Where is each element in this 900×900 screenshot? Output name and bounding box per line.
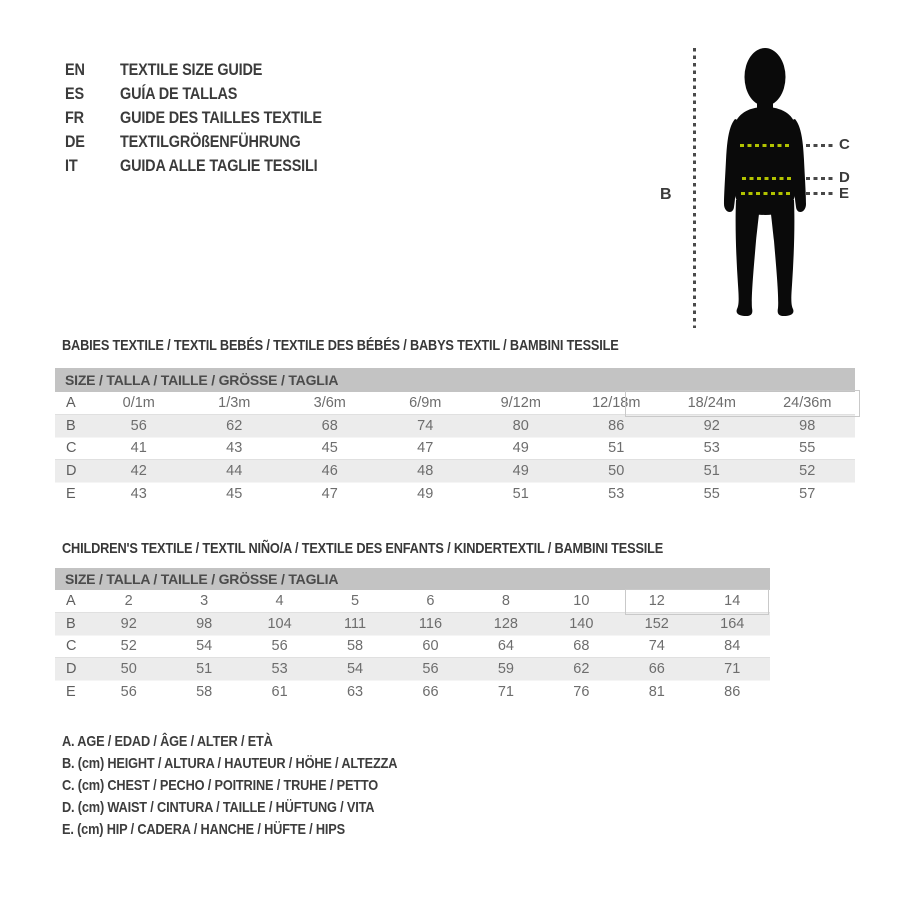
row-label: B: [66, 417, 76, 434]
table-row: [55, 415, 855, 438]
table-cell: 98: [196, 615, 213, 632]
table-row: [55, 635, 770, 658]
table-cell: 58: [346, 638, 364, 655]
table-cell: 42: [130, 462, 147, 479]
table-cell: 92: [703, 417, 720, 434]
language-row-en: [65, 58, 357, 82]
table-cell: 55: [799, 440, 816, 457]
table-cell: 6/9m: [409, 395, 442, 411]
guide-title-fr: GUIDE DES TAILLES TEXTILE: [120, 108, 322, 127]
table-cell: 104: [267, 615, 292, 632]
table-cell: 98: [799, 417, 816, 434]
guide-title-es: GUÍA DE TALLAS: [120, 84, 238, 103]
row-label: B: [66, 615, 76, 632]
legend-age: A. AGE / EDAD / ÂGE / ALTER / ETÀ: [62, 733, 273, 750]
table-cell: 5: [350, 593, 360, 609]
table-cell: 60: [422, 638, 439, 655]
table-cell: 52: [799, 462, 816, 479]
table-cell: 2: [124, 593, 133, 609]
waist-label: D: [839, 169, 850, 186]
row-label: E: [66, 683, 76, 700]
table-cell: 43: [130, 485, 147, 502]
table-cell: 3: [200, 593, 209, 609]
table-row: [55, 680, 770, 703]
language-code: EN: [65, 60, 85, 79]
language-code: IT: [65, 156, 78, 175]
table-cell: 164: [720, 615, 745, 632]
table-cell: 74: [417, 417, 434, 434]
table-cell: 64: [497, 638, 514, 655]
table-cell: 14: [724, 593, 741, 609]
table-cell: 0/1m: [122, 395, 155, 411]
table-cell: 62: [573, 660, 590, 677]
measurement-legend: [62, 731, 456, 841]
children-highlight-box: [625, 589, 769, 615]
table-cell: 18/24m: [687, 395, 736, 411]
table-cell: 86: [724, 683, 741, 700]
language-list: [65, 58, 357, 178]
table-cell: 9/12m: [500, 395, 541, 411]
table-row: [55, 482, 855, 505]
babies-table-title: BABIES TEXTILE / TEXTIL BEBÉS / TEXTILE DES BÉBÉS / BABYS TEXTIL / BAMBINI TESSILE: [62, 337, 619, 354]
table-cell: 53: [608, 485, 625, 502]
row-label: A: [66, 395, 76, 411]
table-cell: 52: [120, 638, 137, 655]
table-row: [55, 613, 770, 636]
table-cell: 10: [573, 593, 590, 609]
table-cell: 44: [226, 462, 243, 479]
table-cell: 24/36m: [783, 395, 832, 411]
table-cell: 41: [130, 440, 147, 457]
row-label: C: [66, 638, 77, 655]
child-silhouette-icon: [715, 45, 815, 320]
babies-table-header: [55, 368, 855, 392]
guide-title-en: TEXTILE SIZE GUIDE: [120, 60, 263, 79]
height-measure-line: [693, 48, 696, 328]
table-cell: 71: [497, 683, 514, 700]
table-cell: 53: [703, 440, 720, 457]
table-cell: 50: [608, 462, 625, 479]
chest-measure-line-body: [740, 144, 792, 147]
table-cell: 66: [422, 683, 439, 700]
table-cell: 3/6m: [313, 395, 346, 411]
table-row: [55, 658, 770, 681]
table-cell: 140: [569, 615, 594, 632]
babies-highlight-box: [625, 390, 860, 417]
table-cell: 56: [130, 417, 147, 434]
table-cell: 74: [648, 638, 665, 655]
table-cell: 6: [426, 593, 435, 609]
table-cell: 111: [344, 615, 367, 632]
language-row-es: [65, 82, 357, 106]
table-cell: 71: [724, 660, 741, 677]
measurement-figure: [620, 30, 880, 350]
guide-title-it: GUIDA ALLE TAGLIE TESSILI: [120, 156, 318, 175]
table-cell: 92: [120, 615, 137, 632]
table-cell: 81: [648, 683, 665, 700]
table-cell: 152: [644, 615, 669, 632]
table-cell: 62: [226, 417, 243, 434]
table-cell: 47: [321, 485, 338, 502]
language-code: DE: [65, 132, 85, 151]
table-cell: 84: [724, 638, 741, 655]
table-cell: 116: [418, 615, 443, 632]
legend-height: B. (cm) HEIGHT / ALTURA / HAUTEUR / HÖHE / ALTEZZA: [62, 755, 398, 772]
table-cell: 51: [512, 485, 529, 502]
row-label: A: [66, 593, 76, 609]
table-row: [55, 437, 855, 460]
table-cell: 1/3m: [218, 395, 251, 411]
table-cell: 8: [501, 593, 510, 609]
language-row-de: [65, 130, 357, 154]
language-row-fr: [65, 106, 357, 130]
legend-hip: E. (cm) HIP / CADERA / HANCHE / HÜFTE / HIPS: [62, 821, 345, 838]
table-cell: 49: [512, 462, 529, 479]
table-cell: 57: [799, 485, 816, 502]
table-cell: 56: [271, 638, 288, 655]
language-code: FR: [65, 108, 84, 127]
table-cell: 55: [703, 485, 720, 502]
hip-label: E: [839, 185, 850, 202]
table-cell: 66: [648, 660, 665, 677]
row-label: D: [66, 660, 77, 677]
table-cell: 128: [493, 615, 518, 632]
table-cell: 54: [346, 660, 364, 677]
table-cell: 12: [648, 593, 665, 609]
row-label: D: [66, 462, 77, 479]
children-table-header: [55, 568, 770, 590]
table-cell: 12/18m: [592, 395, 641, 411]
table-cell: 63: [346, 683, 364, 700]
table-cell: 51: [608, 440, 625, 457]
waist-measure-line: [806, 177, 833, 180]
children-table-title: CHILDREN'S TEXTILE / TEXTIL NIÑO/A / TEXTILE DES ENFANTS / KINDERTEXTIL / BAMBINI TESSILE: [62, 540, 664, 557]
table-cell: 43: [226, 440, 243, 457]
table-cell: 48: [417, 462, 434, 479]
language-row-it: [65, 154, 357, 178]
guide-title-de: TEXTILGRÖßENFÜHRUNG: [120, 132, 301, 151]
row-label: C: [66, 440, 77, 457]
table-cell: 53: [271, 660, 288, 677]
table-cell: 45: [321, 440, 338, 457]
table-cell: 54: [196, 638, 213, 655]
table-cell: 59: [497, 660, 514, 677]
table-cell: 4: [275, 593, 284, 609]
table-cell: 56: [422, 660, 439, 677]
table-row: [55, 460, 855, 483]
table-cell: 68: [573, 638, 590, 655]
table-cell: 46: [321, 462, 338, 479]
legend-waist: D. (cm) WAIST / CINTURA / TAILLE / HÜFTUNG / VITA: [62, 799, 375, 816]
chest-measure-line: [806, 144, 833, 147]
table-cell: 68: [321, 417, 338, 434]
row-label: E: [66, 485, 76, 502]
table-cell: 49: [512, 440, 529, 457]
table-cell: 47: [417, 440, 434, 457]
hip-measure-line-body: [741, 192, 792, 195]
table-cell: 86: [608, 417, 625, 434]
language-code: ES: [65, 84, 84, 103]
table-cell: 45: [226, 485, 243, 502]
table-cell: 80: [512, 417, 529, 434]
table-cell: 76: [573, 683, 590, 700]
table-cell: 56: [120, 683, 137, 700]
table-cell: 50: [120, 660, 137, 677]
table-cell: 49: [417, 485, 434, 502]
table-cell: 51: [703, 462, 720, 479]
waist-measure-line-body: [742, 177, 791, 180]
hip-measure-line: [806, 192, 833, 195]
legend-chest: C. (cm) CHEST / PECHO / POITRINE / TRUHE / PETTO: [62, 777, 379, 794]
size-header-label: SIZE / TALLA / TAILLE / GRÖSSE / TAGLIA: [65, 571, 339, 587]
table-cell: 51: [196, 660, 213, 677]
height-label: B: [660, 186, 672, 203]
chest-label: C: [839, 136, 850, 153]
table-cell: 61: [271, 683, 288, 700]
size-header-label: SIZE / TALLA / TAILLE / GRÖSSE / TAGLIA: [65, 372, 339, 388]
table-cell: 58: [196, 683, 213, 700]
